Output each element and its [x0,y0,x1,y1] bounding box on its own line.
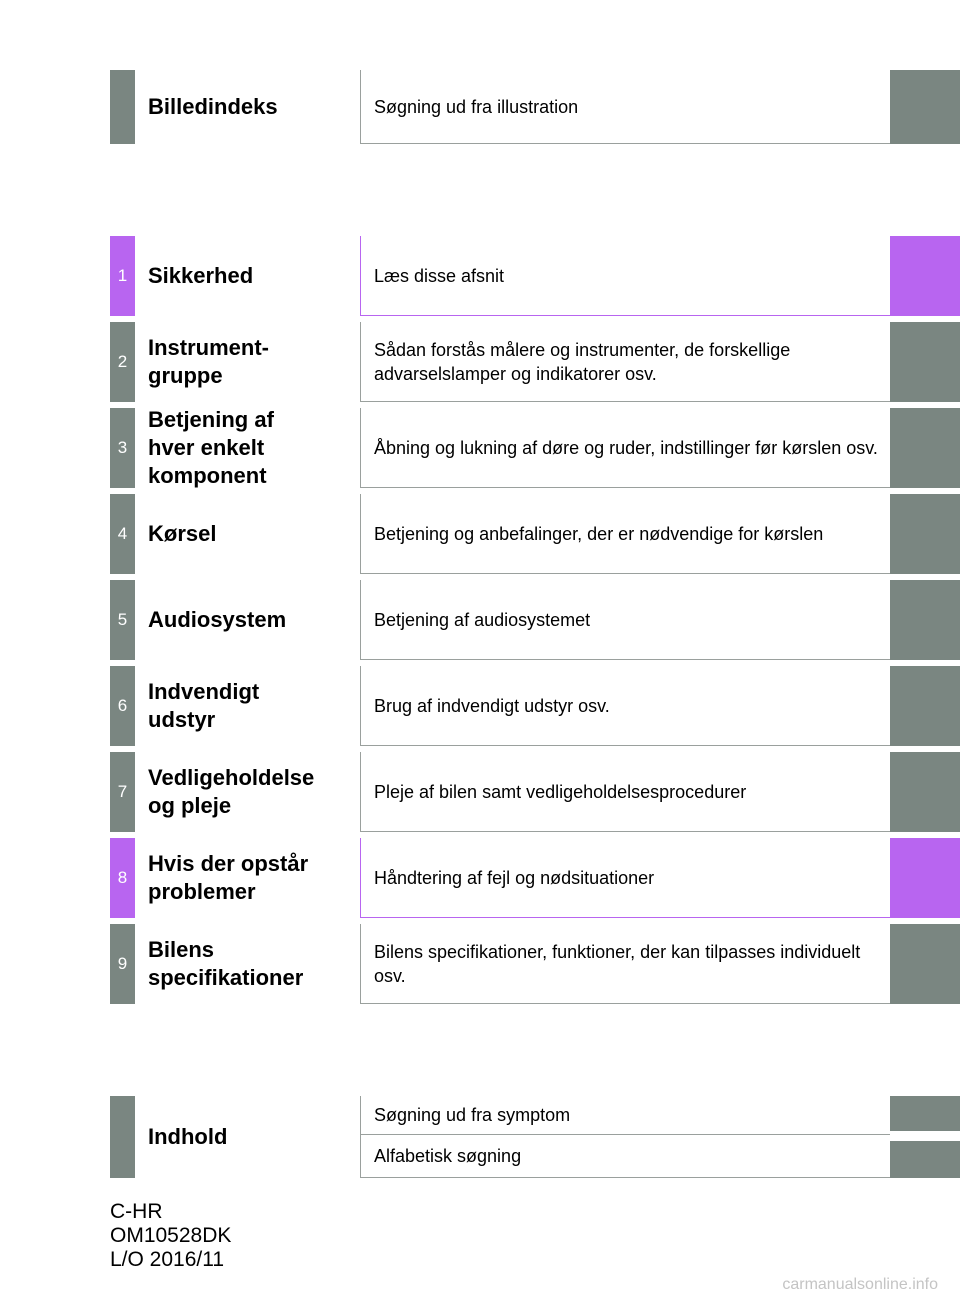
section-tab[interactable] [890,924,960,1004]
index-item-symptom-tab[interactable] [890,1096,960,1131]
section-description[interactable]: Bilens specifikationer, funktioner, der kan tilpasses individuelt osv. [360,924,890,1004]
section-title[interactable]: Hvis der opstår problemer [148,851,309,904]
section-row-2[interactable] [110,322,960,402]
section-number[interactable]: 6 [110,666,135,746]
section-description[interactable]: Læs disse afsnit [360,236,890,316]
section-number[interactable]: 4 [110,494,135,574]
section-row-7[interactable] [110,752,960,832]
footer-code: OM10528DK [110,1224,232,1247]
section-number[interactable]: 5 [110,580,135,660]
section-title[interactable]: Audiosystem [148,607,287,632]
header-marker [110,70,135,144]
section-row-6[interactable] [110,666,960,746]
header-tab[interactable] [890,70,960,144]
index-item-alphabetical[interactable]: Alfabetisk søgning [360,1135,890,1178]
section-number[interactable]: 3 [110,408,135,488]
section-number[interactable]: 2 [110,322,135,402]
section-title[interactable]: Kørsel [148,521,217,546]
section-tab[interactable] [890,580,960,660]
section-tab[interactable] [890,494,960,574]
section-title[interactable]: Bilens specifikationer [148,937,304,990]
section-description[interactable]: Håndtering af fejl og nødsituationer [360,838,890,918]
footer-date: L/O 2016/11 [110,1248,225,1271]
watermark: carmanualsonline.info [782,1276,938,1293]
section-title[interactable]: Betjening af hver enkelt komponent [148,407,274,488]
index-item-alphabetical-tab[interactable] [890,1141,960,1178]
section-description[interactable]: Betjening af audiosystemet [360,580,890,660]
section-tab[interactable] [890,666,960,746]
footer-model: C-HR [110,1200,163,1223]
index-row [110,1096,960,1178]
section-tab[interactable] [890,408,960,488]
section-description[interactable]: Sådan forstås målere og instrumenter, de forskellige advarselslamper og indikatorer osv. [360,322,890,402]
section-title[interactable]: Instrument- gruppe [148,335,269,388]
section-description[interactable]: Brug af indvendigt udstyr osv. [360,666,890,746]
section-tab[interactable] [890,236,960,316]
section-number[interactable]: 8 [110,838,135,918]
section-description[interactable]: Betjening og anbefalinger, der er nødvendige for kørslen [360,494,890,574]
section-number[interactable]: 1 [110,236,135,316]
index-item-symptom[interactable]: Søgning ud fra symptom [360,1096,890,1135]
section-tab[interactable] [890,838,960,918]
header-title[interactable]: Billedindeks [148,94,278,119]
header-row [110,70,960,144]
section-row-4[interactable] [110,494,960,574]
section-row-1[interactable] [110,236,960,316]
index-marker [110,1096,135,1178]
section-number[interactable]: 9 [110,924,135,1004]
header-description[interactable]: Søgning ud fra illustration [360,70,890,144]
section-title[interactable]: Vedligeholdelse og pleje [148,765,315,818]
section-description[interactable]: Åbning og lukning af døre og ruder, indstillinger før kørslen osv. [360,408,890,488]
section-tab[interactable] [890,752,960,832]
section-row-8[interactable] [110,838,960,918]
section-row-5[interactable] [110,580,960,660]
section-description[interactable]: Pleje af bilen samt vedligeholdelsesprocedurer [360,752,890,832]
index-title[interactable]: Indhold [148,1124,228,1149]
section-number[interactable]: 7 [110,752,135,832]
section-tab[interactable] [890,322,960,402]
section-row-9[interactable] [110,924,960,1004]
section-title[interactable]: Sikkerhed [148,263,254,288]
section-row-3[interactable] [110,408,960,488]
section-title[interactable]: Indvendigt udstyr [148,679,260,732]
document-footer [110,1200,231,1272]
